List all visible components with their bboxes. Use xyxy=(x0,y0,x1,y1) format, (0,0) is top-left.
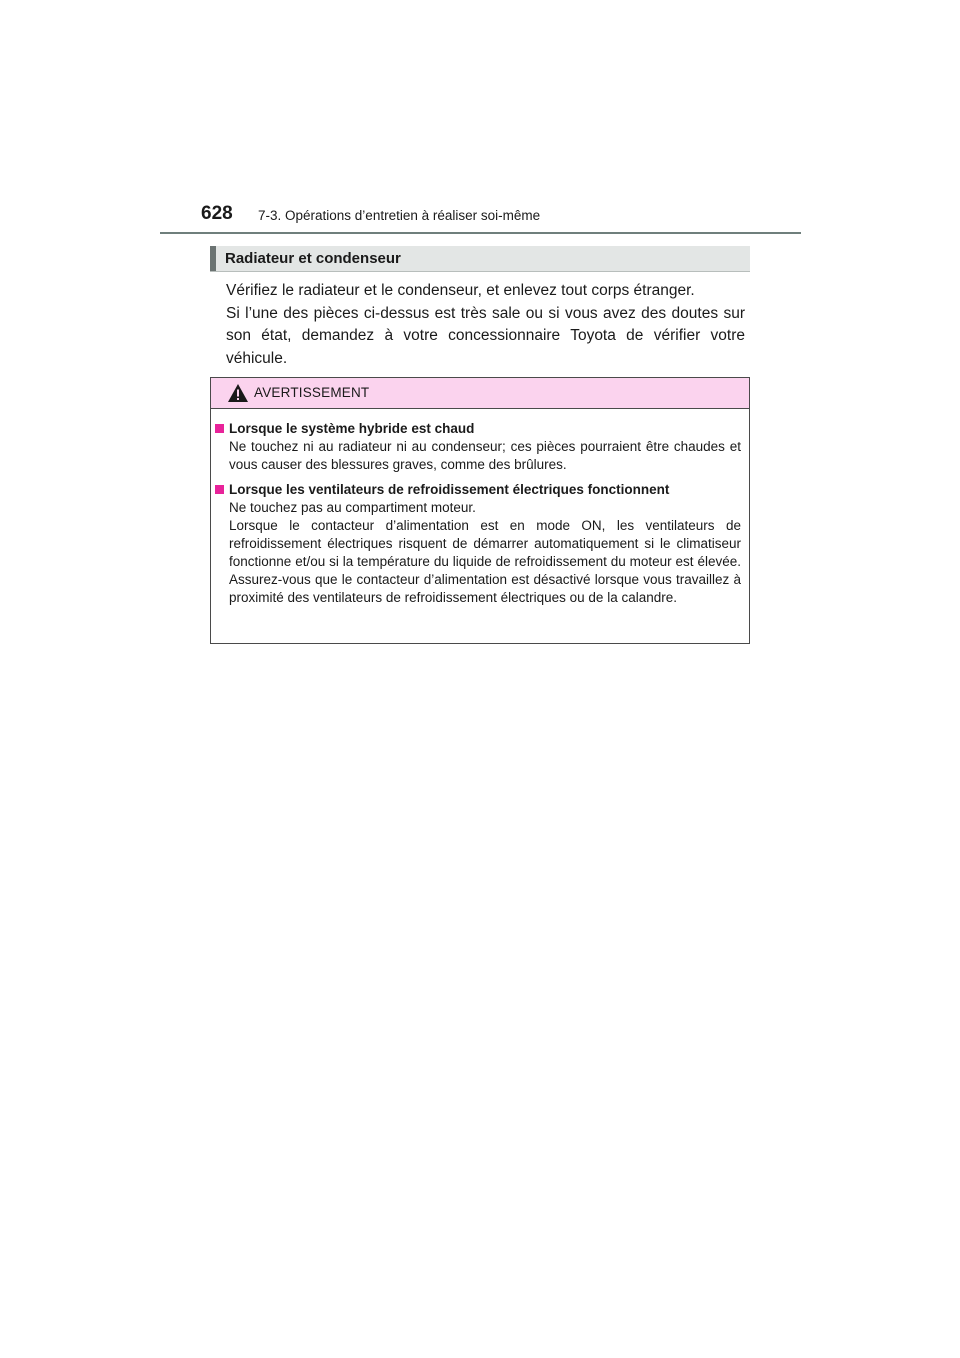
bullet-square-icon xyxy=(215,424,224,433)
section-heading xyxy=(210,246,750,272)
warning-content xyxy=(215,420,741,614)
section-body xyxy=(226,280,745,370)
warning-item-text xyxy=(215,499,741,607)
body-paragraph-2: Si l’une des pièces ci-dessus est très sale ou si vous avez des doutes sur son état, demandez à votre concessionnaire Toyota de vérifier votre véhicule. xyxy=(226,304,745,367)
bullet-square-icon xyxy=(215,485,224,494)
warning-item-line: Ne touchez pas au compartiment moteur. xyxy=(229,500,476,515)
header-divider xyxy=(160,232,801,234)
warning-item-title-text: Lorsque le système hybride est chaud xyxy=(229,421,475,436)
chapter-title: 7-3. Opérations d’entretien à réaliser soi-même xyxy=(258,208,541,223)
warning-item-title xyxy=(215,420,741,438)
warning-header xyxy=(211,378,749,409)
page-number: 628 xyxy=(201,203,233,224)
warning-box xyxy=(210,377,750,644)
warning-item-title-text: Lorsque les ventilateurs de refroidissement électriques fonctionnent xyxy=(229,482,670,497)
body-paragraph-1: Vérifiez le radiateur et le condenseur, et enlevez tout corps étranger. xyxy=(226,282,695,299)
warning-item-line: Lorsque le contacteur d’alimentation est en mode ON, les ventilateurs de refroidissement électriques risquent de démarrer automatiquement si le climatiseur fonctionne et/ou si la température du liquide de refroidissement du moteur est élevée. Assurez-vous que le contacteur d’alimentation est désactivé lorsque vous travaillez à proximité des ventilateurs de refroidissement électriques ou de la calandre. xyxy=(229,518,741,605)
warning-item-line: Ne touchez ni au radiateur ni au condenseur; ces pièces pourraient être chaudes et vous causer des blessures graves, comme des brûlures. xyxy=(229,439,741,472)
section-title: Radiateur et condenseur xyxy=(225,250,401,267)
warning-item xyxy=(215,420,741,474)
warning-triangle-icon xyxy=(227,383,249,403)
section-heading-bar xyxy=(210,246,216,271)
warning-title: AVERTISSEMENT xyxy=(254,385,370,400)
warning-item-title xyxy=(215,481,741,499)
warning-item-text xyxy=(215,438,741,474)
warning-item xyxy=(215,481,741,607)
